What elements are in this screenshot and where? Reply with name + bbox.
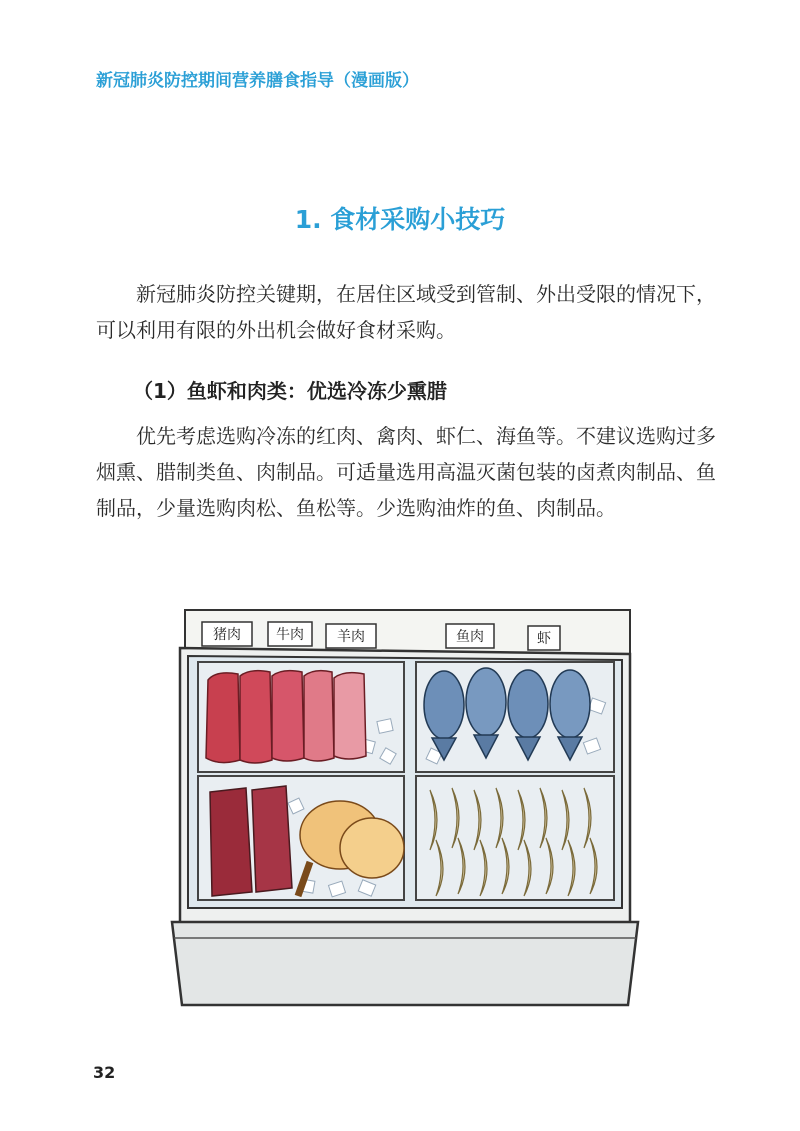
freezer-illustration <box>160 600 640 1010</box>
svg-text:牛肉: 牛肉 <box>276 627 304 643</box>
label-pork <box>202 622 252 646</box>
body-paragraph <box>96 418 716 526</box>
label-fish <box>446 624 494 648</box>
label-beef <box>268 622 312 646</box>
freezer-base <box>172 922 638 1005</box>
svg-text:鱼肉: 鱼肉 <box>456 629 484 645</box>
running-header: 新冠肺炎防控期间营养膳食指导（漫画版） <box>96 71 419 91</box>
compartment-bottom-right <box>416 776 614 900</box>
subheading: （1）鱼虾和肉类：优选冷冻少熏腊 <box>133 379 447 403</box>
svg-text:虾: 虾 <box>537 631 551 647</box>
intro-text: 新冠肺炎防控关键期，在居住区域受到管制、外出受限的情况下，可以利用有限的外出机会做好食材采购。 <box>96 282 716 342</box>
svg-text:猪肉: 猪肉 <box>213 627 241 643</box>
red-meat <box>206 671 366 763</box>
label-lamb <box>326 624 376 648</box>
intro-paragraph <box>96 276 716 348</box>
label-shrimp <box>528 626 560 650</box>
body-text: 优先考虑选购冷冻的红肉、禽肉、虾仁、海鱼等。不建议选购过多烟熏、腊制类鱼、肉制品。可适量选用高温灭菌包装的卤煮肉制品、鱼制品，少量选购肉松、鱼松等。少选购油炸的鱼、肉制品。 <box>96 424 716 520</box>
svg-text:羊肉: 羊肉 <box>337 629 365 645</box>
page-number: 32 <box>93 1063 116 1082</box>
section-title: 1. 食材采购小技巧 <box>294 205 506 234</box>
